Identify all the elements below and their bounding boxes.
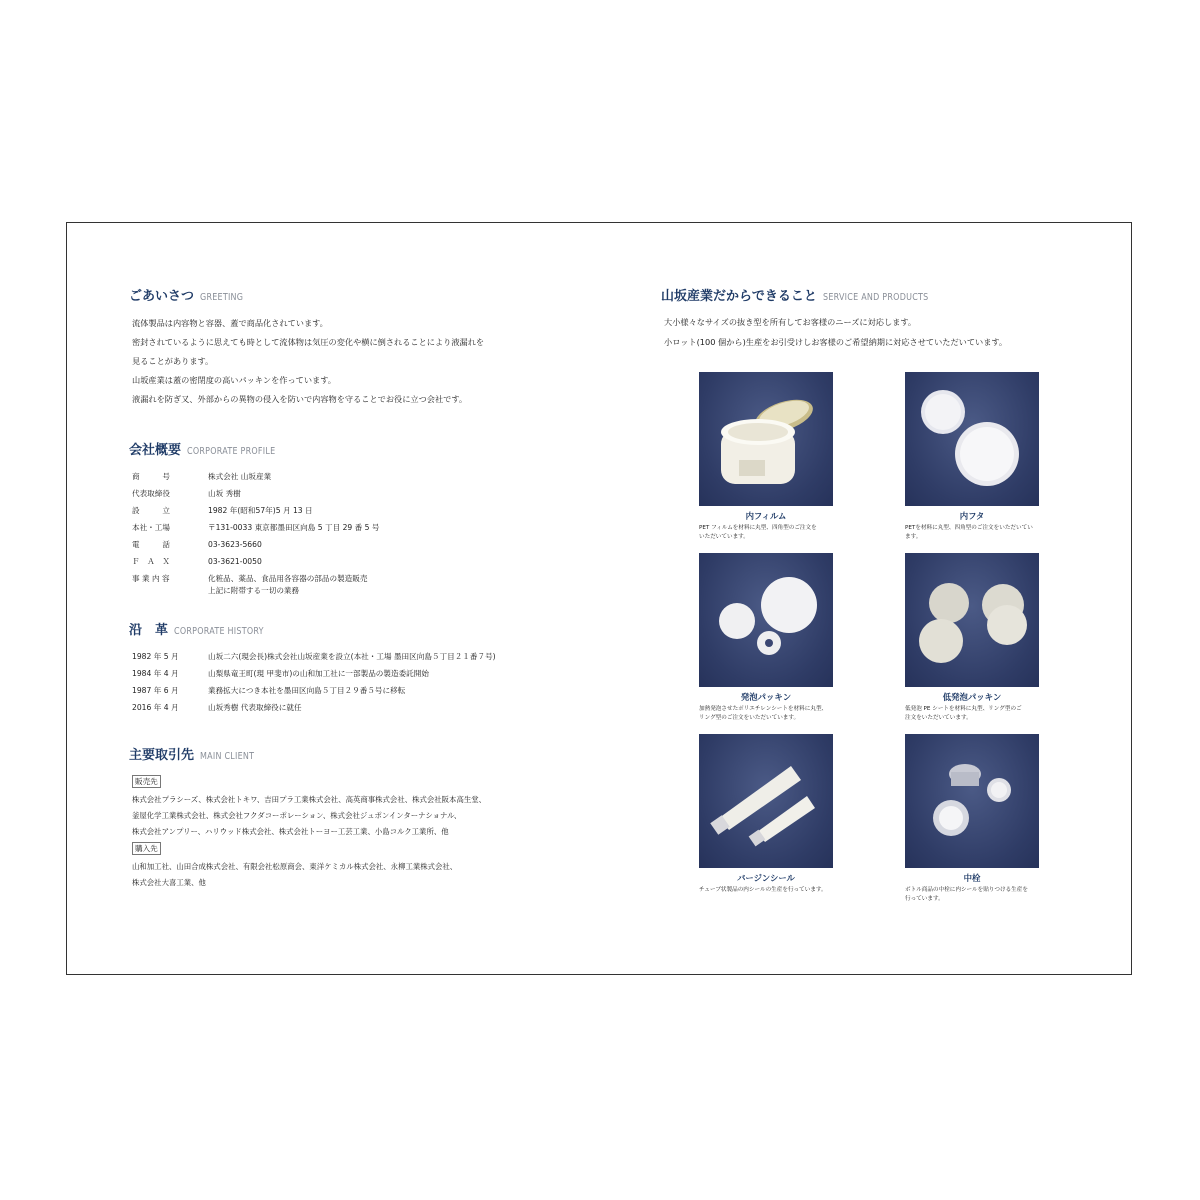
tubes-image: [699, 734, 833, 868]
product-card: [699, 734, 833, 895]
profile-table: [129, 468, 549, 597]
profile-value: [208, 570, 549, 597]
greeting-line: 液漏れを防ぎ又、外部からの異物の侵入を防いで内容物を守ることでお役に立つ会社です。: [132, 394, 468, 404]
product-photo-inner-plug: [905, 734, 1039, 868]
product-photo-inner-film: [699, 372, 833, 506]
product-name: 発泡パッキン: [740, 692, 792, 702]
product-name: 内フタ: [959, 511, 985, 521]
profile-value: 1982 年(昭和57年)5 月 13 日: [208, 506, 313, 515]
product-photo-low-foam-packing: [905, 553, 1039, 687]
history-date: 1982 年 5 月: [132, 652, 179, 661]
history-event: 山坂秀樹 代表取締役に就任: [208, 703, 302, 712]
profile-row: [132, 553, 549, 570]
service-en: SERVICE AND PRODUCTS: [822, 292, 929, 303]
history-date: 2016 年 4 月: [132, 703, 179, 712]
profile-key: 代表取締役: [132, 489, 170, 498]
lids-image: [905, 372, 1039, 506]
profile-key: 設 立: [132, 506, 170, 515]
profile-row: [132, 502, 549, 519]
brochure-spread: [66, 222, 1132, 975]
service-line: 小ロット(100 個から)生産をお引受けしお客様のご希望納期に対応させていただいています。: [664, 337, 1008, 347]
plugs-image: [905, 734, 1039, 868]
product-photo-virgin-seal: [699, 734, 833, 868]
product-desc-line: 行っています。: [905, 896, 944, 902]
greeting-line: 見ることがあります。: [132, 356, 214, 366]
greeting-text: [129, 314, 549, 409]
product-desc-line: PETを材料に丸型、四角型のご注文をいただいてい: [905, 525, 1033, 531]
low-foam-image: [905, 553, 1039, 687]
greeting-line: 密封されているように思えても時として流体物は気圧の変化や横に倒されることにより液漏れを: [132, 337, 485, 347]
history-date: 1987 年 6 月: [132, 686, 179, 695]
profile-row: [132, 570, 549, 597]
product-desc: [905, 524, 1039, 542]
profile-value: 03-3621-0050: [208, 557, 262, 566]
history-event: 山坂二六(現会長)株式会社山坂産業を設立(本社・工場 墨田区向島５丁目２１番７号): [208, 652, 496, 661]
product-photo-inner-lid: [905, 372, 1039, 506]
clients-title: 主要取引先: [129, 748, 195, 763]
product-desc-line: チューブ状製品の内シールの生産を行っています。: [699, 887, 827, 893]
product-desc-line: 低発泡 PE シートを材料に丸型、リング型のご: [905, 706, 1022, 712]
product-desc: [699, 886, 833, 895]
product-card: [905, 734, 1039, 904]
product-card: [699, 553, 833, 723]
service-heading: [661, 285, 1081, 304]
product-name: 低発泡パッキン: [942, 692, 1002, 702]
greeting-line: 流体製品は内容物と容器、蓋で商品化されています。: [132, 318, 328, 328]
profile-title: 会社概要: [129, 443, 182, 458]
history-table: [129, 648, 549, 716]
product-photo-foam-packing: [699, 553, 833, 687]
greeting-heading: [129, 285, 549, 304]
product-desc-line: 注文をいただいています。: [905, 715, 972, 721]
product-name: 内フィルム: [745, 511, 787, 521]
product-desc-line: いただいています。: [699, 534, 749, 540]
greeting-title: ごあいさつ: [129, 289, 195, 304]
history-row: [132, 682, 549, 699]
history-title: 沿 革: [129, 623, 169, 638]
profile-key: Ｆ Ａ Ｘ: [132, 557, 170, 566]
profile-value-line: 上記に附帯する一切の業務: [208, 586, 300, 595]
profile-value-line: 化粧品、薬品、食品用各容器の部品の製造販売: [208, 574, 368, 583]
product-desc-line: 加熱発泡させたポリエチレンシートを材料に丸型、: [699, 706, 828, 712]
product-card: [905, 553, 1039, 723]
product-desc-line: リング型のご注文をいただいています。: [699, 715, 800, 721]
service-line: 大小様々なサイズの抜き型を所有してお客様のニーズに対応します。: [664, 317, 917, 327]
product-desc-line: PET フィルムを材料に丸型、四角型のご注文を: [699, 525, 817, 531]
greeting-en: GREETING: [200, 292, 244, 303]
profile-key: 本社・工場: [132, 523, 170, 532]
clients-list: [129, 773, 549, 891]
product-desc: [699, 524, 833, 542]
left-column: [129, 285, 549, 891]
client-line: 株式会社アンプリー、ハリウッド株式会社、株式会社トーヨー工芸工業、小島コルク工業所、他: [132, 827, 449, 836]
foam-image: [699, 553, 833, 687]
product-card: [699, 372, 833, 542]
client-line: 釜屋化学工業株式会社、株式会社フクダコーポレーション、株式会社ジュポンインターナショナル、: [132, 811, 462, 820]
profile-value: 山坂 秀樹: [208, 489, 241, 498]
service-title: 山坂産業だからできること: [661, 289, 817, 304]
purchase-tag: 購入先: [132, 842, 161, 855]
profile-value: 株式会社 山坂産業: [208, 472, 272, 481]
jar-image: [699, 372, 833, 506]
client-line: 株式会社プラシーズ、株式会社トキワ、吉田プラ工業株式会社、高英商事株式会社、株式会社阪本高生堂、: [132, 795, 487, 804]
history-event: 山梨県竜王町(現 甲斐市)の山和加工社に一部製品の製造委託開始: [208, 669, 429, 678]
product-card: [905, 372, 1039, 542]
profile-key: 電 話: [132, 540, 170, 549]
client-line: 株式会社大喜工業、他: [132, 878, 206, 887]
history-en: CORPORATE HISTORY: [174, 626, 264, 637]
product-desc: [905, 705, 1039, 723]
profile-value: 〒131-0033 東京都墨田区向島 5 丁目 29 番 5 号: [208, 523, 380, 532]
profile-key: 商 号: [132, 472, 170, 481]
history-date: 1984 年 4 月: [132, 669, 179, 678]
profile-row: [132, 468, 549, 485]
product-name: 中栓: [963, 873, 981, 883]
history-row: [132, 648, 549, 665]
product-desc: [699, 705, 833, 723]
profile-heading: [129, 439, 549, 458]
profile-row: [132, 519, 549, 536]
history-row: [132, 699, 549, 716]
greeting-line: 山坂産業は蓋の密閉度の高いパッキンを作っています。: [132, 375, 336, 385]
history-event: 業務拡大につき本社を墨田区向島５丁目２９番５号に移転: [208, 686, 406, 695]
profile-row: [132, 485, 549, 502]
history-heading: [129, 619, 549, 638]
right-column: [661, 285, 1081, 902]
profile-row: [132, 536, 549, 553]
product-name: バージンシール: [737, 873, 795, 883]
profile-value: 03-3623-5660: [208, 540, 262, 549]
clients-heading: [129, 744, 549, 763]
service-text: [661, 312, 1081, 352]
clients-en: MAIN CLIENT: [200, 751, 255, 762]
client-line: 山和加工社、山田合成株式会社、有限会社松原商会、東洋ケミカル株式会社、永柳工業株式会社、: [132, 862, 458, 871]
history-row: [132, 665, 549, 682]
profile-en: CORPORATE PROFILE: [187, 446, 276, 457]
sales-tag: 販売先: [132, 775, 161, 788]
product-desc: [905, 886, 1039, 904]
profile-key: 事 業 内 容: [132, 574, 170, 583]
product-desc-line: ます。: [905, 534, 922, 540]
product-desc-line: ボトル商品の中栓に内シールを貼りつける生産を: [905, 887, 1028, 893]
